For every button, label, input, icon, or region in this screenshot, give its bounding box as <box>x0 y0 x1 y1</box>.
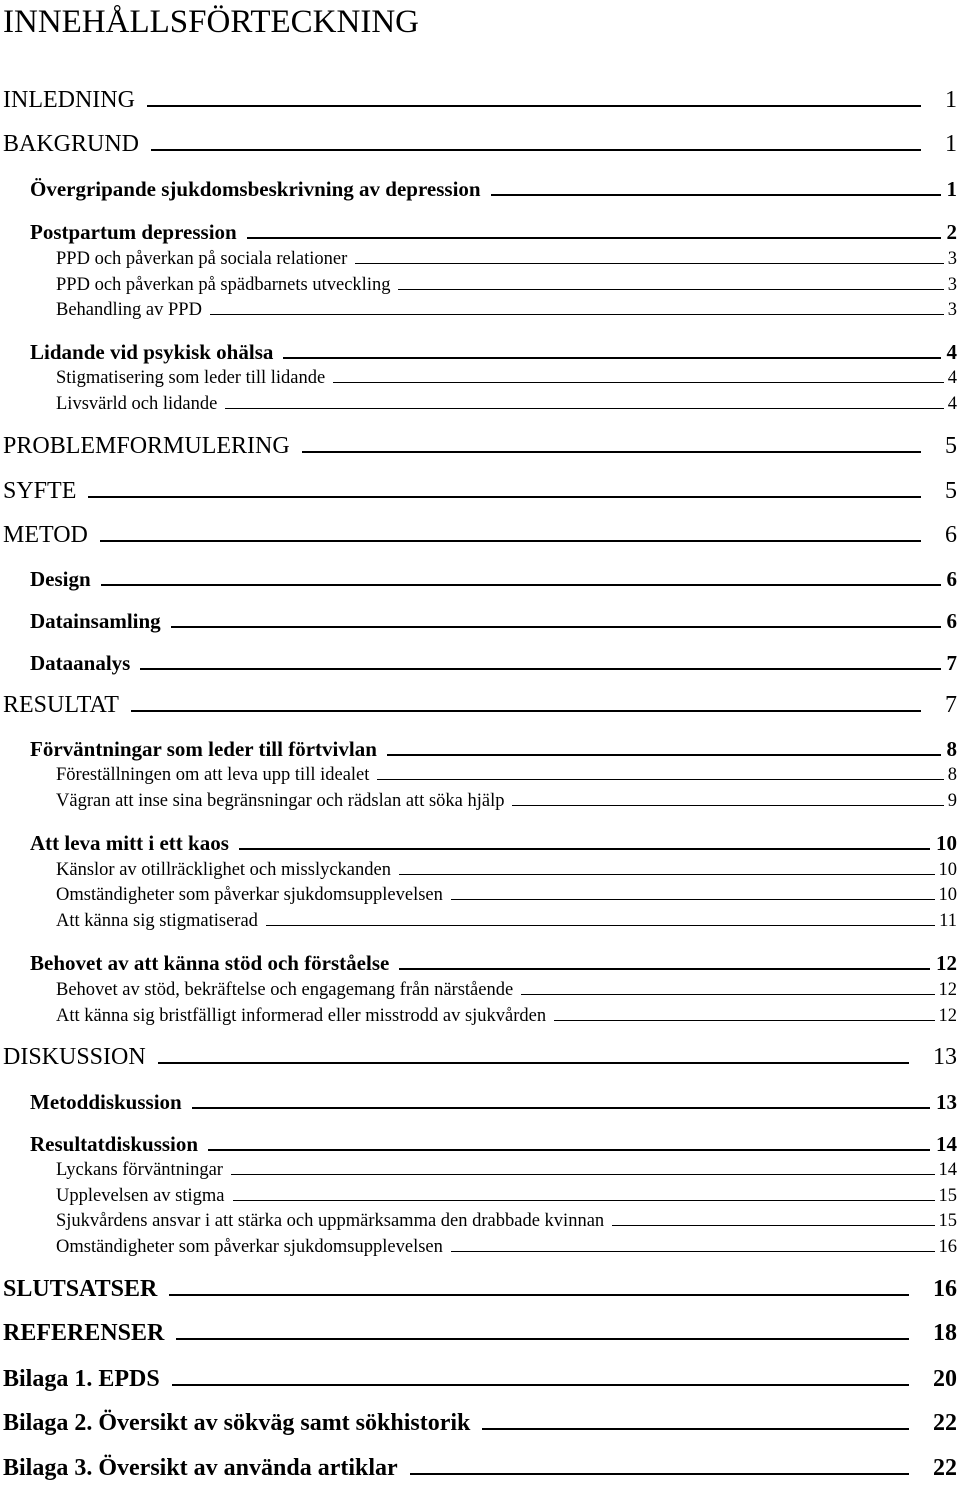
toc-entry[interactable] <box>0 1090 960 1115</box>
toc-entry[interactable] <box>0 368 960 389</box>
leader-line <box>169 1293 909 1296</box>
toc-page-number: 10 <box>936 831 957 855</box>
toc-entry[interactable] <box>0 911 960 932</box>
toc-label: Behovet av att känna stöd och förståelse <box>30 951 390 975</box>
page-title: INNEHÅLLSFÖRTECKNING <box>3 4 419 40</box>
toc-entry[interactable] <box>0 791 960 812</box>
toc-label: PROBLEMFORMULERING <box>3 433 290 459</box>
leader-line <box>192 1106 930 1109</box>
toc-entry[interactable] <box>0 1186 960 1207</box>
toc-entry[interactable] <box>0 860 960 881</box>
toc-page-number: 20 <box>933 1366 957 1392</box>
toc-label: Sjukvårdens ansvar i att stärka och uppmärksamma den drabbade kvinnan <box>56 1211 605 1231</box>
leader-line <box>171 625 941 628</box>
leader-line <box>88 495 921 498</box>
toc-page-number: 5 <box>945 478 957 504</box>
toc-label: Bilaga 3. Översikt av använda artiklar <box>3 1455 398 1481</box>
toc-label: REFERENSER <box>3 1320 165 1346</box>
toc-page-number: 16 <box>933 1276 957 1302</box>
toc-entry[interactable] <box>0 765 960 786</box>
toc-label: Vägran att inse sina begränsningar och rädslan att söka hjälp <box>56 791 505 811</box>
leader-line <box>247 236 941 239</box>
leader-line <box>451 1250 935 1252</box>
toc-label: Behovet av stöd, bekräftelse och engagemang från närstående <box>56 980 514 1000</box>
toc-page-number: 15 <box>938 1211 957 1231</box>
leader-line <box>398 288 943 290</box>
toc-label: Att känna sig stigmatiserad <box>56 911 258 931</box>
leader-line <box>131 709 921 712</box>
toc-entry[interactable] <box>0 692 960 719</box>
toc-label: Behandling av PPD <box>56 300 202 320</box>
toc-entry[interactable] <box>0 1410 960 1437</box>
toc-entry[interactable] <box>0 831 960 856</box>
leader-line <box>387 753 941 756</box>
toc-page-number: 6 <box>946 567 957 591</box>
leader-line <box>158 1061 909 1064</box>
toc-page-number: 1 <box>945 131 957 157</box>
toc-entry[interactable] <box>0 651 960 676</box>
toc-entry[interactable] <box>0 249 960 270</box>
toc-entry[interactable] <box>0 1455 960 1482</box>
toc-page-number: 10 <box>938 860 957 880</box>
toc-label: Att leva mitt i ett kaos <box>30 831 229 855</box>
toc-label: METOD <box>3 522 88 548</box>
toc-page-number: 16 <box>938 1237 957 1257</box>
toc-label: SYFTE <box>3 478 77 504</box>
toc-page-number: 13 <box>933 1044 957 1070</box>
toc-label: Att känna sig bristfälligt informerad eller misstrodd av sjukvården <box>56 1006 547 1026</box>
leader-line <box>377 778 943 780</box>
leader-line <box>176 1337 909 1340</box>
toc-label: INLEDNING <box>3 87 135 113</box>
toc-entry[interactable] <box>0 478 960 505</box>
leader-line <box>100 539 921 542</box>
toc-page-number: 8 <box>946 737 957 761</box>
toc-page-number: 11 <box>939 911 957 931</box>
leader-line <box>399 873 935 875</box>
toc-entry[interactable] <box>0 300 960 321</box>
toc-label: Dataanalys <box>30 651 131 675</box>
leader-line <box>451 898 935 900</box>
toc-label: DISKUSSION <box>3 1044 146 1070</box>
toc-entry[interactable] <box>0 567 960 592</box>
toc-entry[interactable] <box>0 1132 960 1157</box>
toc-label: Resultatdiskussion <box>30 1132 199 1156</box>
leader-line <box>147 104 921 107</box>
toc-label: Lyckans förväntningar <box>56 1160 223 1180</box>
leader-line <box>210 313 944 315</box>
leader-line <box>482 1427 909 1430</box>
toc-label: Omständigheter som påverkar sjukdomsupplevelsen <box>56 1237 443 1257</box>
toc-label: Stigmatisering som leder till lidande <box>56 368 326 388</box>
toc-page-number: 22 <box>933 1455 957 1481</box>
toc-label: SLUTSATSER <box>3 1276 158 1302</box>
toc-entry[interactable] <box>0 1006 960 1027</box>
leader-line <box>231 1173 935 1175</box>
toc-entry[interactable] <box>0 275 960 296</box>
toc-page-number: 12 <box>936 951 957 975</box>
leader-line <box>554 1019 934 1021</box>
leader-line <box>491 193 941 196</box>
toc-entry[interactable] <box>0 609 960 634</box>
toc-label: Föreställningen om att leva upp till idealet <box>56 765 370 785</box>
toc-page-number: 5 <box>945 433 957 459</box>
toc-entry[interactable] <box>0 737 960 762</box>
leader-line <box>399 967 930 970</box>
leader-line <box>172 1383 909 1386</box>
toc-entry[interactable] <box>0 1237 960 1258</box>
toc-page-number: 6 <box>946 609 957 633</box>
toc-page-number: 22 <box>933 1410 957 1436</box>
toc-entry[interactable] <box>0 177 960 202</box>
toc-label: RESULTAT <box>3 692 119 718</box>
toc-page-number: 14 <box>936 1132 957 1156</box>
leader-line <box>233 1199 935 1201</box>
toc-label: Lidande vid psykisk ohälsa <box>30 340 274 364</box>
leader-line <box>355 262 943 264</box>
toc-page-number: 12 <box>938 1006 957 1026</box>
toc-label: PPD och påverkan på spädbarnets utveckling <box>56 275 391 295</box>
leader-line <box>239 847 930 850</box>
toc-entry[interactable] <box>0 1320 960 1347</box>
toc-entry[interactable] <box>0 394 960 415</box>
toc-page-number: 1 <box>945 87 957 113</box>
toc-entry[interactable] <box>0 87 960 114</box>
toc-page-number: 4 <box>947 394 957 414</box>
toc-page-number: 9 <box>947 791 957 811</box>
toc-page-number: 1 <box>946 177 957 201</box>
leader-line <box>302 450 921 453</box>
toc-entry[interactable] <box>0 220 960 245</box>
toc-label: Metoddiskussion <box>30 1090 182 1114</box>
leader-line <box>333 381 944 383</box>
toc-label: BAKGRUND <box>3 131 140 157</box>
toc-label: Livsvärld och lidande <box>56 394 218 414</box>
leader-line <box>140 667 940 670</box>
leader-line <box>266 924 935 926</box>
toc-label: Känslor av otillräcklighet och misslyckanden <box>56 860 391 880</box>
leader-line <box>521 993 934 995</box>
toc-page-number: 3 <box>947 300 957 320</box>
toc-label: Bilaga 2. Översikt av sökväg samt sökhistorik <box>3 1410 471 1436</box>
toc-page-number: 4 <box>946 340 957 364</box>
leader-line <box>612 1224 934 1226</box>
toc-entry[interactable] <box>0 131 960 158</box>
toc-page-number: 10 <box>938 885 957 905</box>
leader-line <box>101 583 941 586</box>
toc-page-number: 3 <box>947 275 957 295</box>
toc-label: PPD och påverkan på sociala relationer <box>56 249 348 269</box>
toc-page-number: 13 <box>936 1090 957 1114</box>
toc-entry[interactable] <box>0 885 960 906</box>
toc-page-number: 14 <box>938 1160 957 1180</box>
toc-entry[interactable] <box>0 1160 960 1181</box>
toc-label: Upplevelsen av stigma <box>56 1186 225 1206</box>
toc-entry[interactable] <box>0 980 960 1001</box>
toc-label: Förväntningar som leder till förtvivlan <box>30 737 377 761</box>
leader-line <box>512 804 943 806</box>
toc-label: Design <box>30 567 91 591</box>
toc-entry[interactable] <box>0 1211 960 1232</box>
toc-page-number: 7 <box>945 692 957 718</box>
toc-entry[interactable] <box>0 1276 960 1303</box>
toc-label: Omständigheter som påverkar sjukdomsupplevelsen <box>56 885 443 905</box>
toc-page-number: 18 <box>933 1320 957 1346</box>
toc-entry[interactable] <box>0 433 960 460</box>
toc-label: Postpartum depression <box>30 220 237 244</box>
toc-page-number: 4 <box>947 368 957 388</box>
toc-page-number: 2 <box>946 220 957 244</box>
toc-label: Bilaga 1. EPDS <box>3 1366 160 1392</box>
toc-page-number: 8 <box>947 765 957 785</box>
leader-line <box>225 407 943 409</box>
toc-page-number: 7 <box>946 651 957 675</box>
leader-line <box>151 148 921 151</box>
toc-page-number: 12 <box>938 980 957 1000</box>
toc-label: Datainsamling <box>30 609 161 633</box>
toc-page-number: 15 <box>938 1186 957 1206</box>
toc-entry[interactable] <box>0 340 960 365</box>
leader-line <box>410 1472 909 1475</box>
toc-entry[interactable] <box>0 522 960 549</box>
toc-entry[interactable] <box>0 1366 960 1393</box>
leader-line <box>208 1148 930 1151</box>
leader-line <box>283 356 940 359</box>
toc-entry[interactable] <box>0 951 960 976</box>
toc-entry[interactable] <box>0 1044 960 1071</box>
toc-page-number: 3 <box>947 249 957 269</box>
toc-page-number: 6 <box>945 522 957 548</box>
toc-label: Övergripande sjukdomsbeskrivning av depression <box>30 177 481 201</box>
